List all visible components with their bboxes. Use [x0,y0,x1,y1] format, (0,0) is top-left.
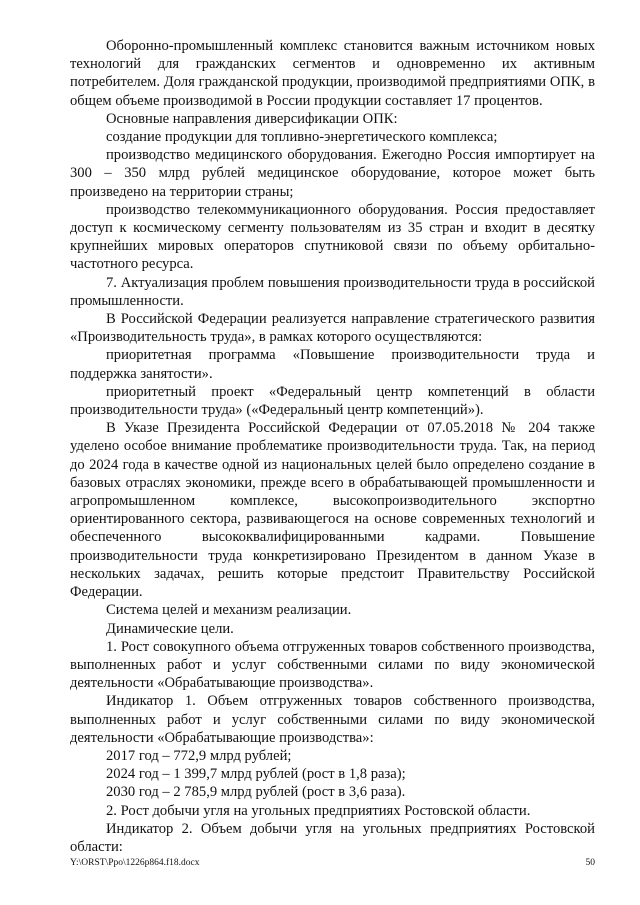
paragraph: приоритетный проект «Федеральный центр компетенций в области производительности труда» («Федеральный центр компетенций»). [70,383,595,419]
page-number: 50 [585,858,595,868]
paragraph: Индикатор 2. Объем добычи угля на угольных предприятиях Ростовской области: [70,820,595,855]
paragraph: Система целей и механизм реализации. [106,602,352,619]
paragraph: производство телекоммуникационного оборудования. Россия предоставляет доступ к космическому сегменту пользователям из 35 стран и входит в десятку крупнейших мировых операторов спутниковой связи по объему орбитально-частотного ресурса. [70,201,595,273]
paragraph: 7. Актуализация проблем повышения производительности труда в российской промышленности. [70,274,595,309]
page-footer [70,858,595,868]
paragraph: В Российской Федерации реализуется направление стратегического развития «Производительность труда», в рамках которого осуществляются: [70,311,595,346]
paragraph: Оборонно-промышленный комплекс становится важным источником новых технологий для гражданских сегментов и одновременно их активным потребителем. Доля гражданской продукции, производимой предприятиями ОПК, в общем объеме производимой в России продукции составляет 17 процентов. [70,38,595,109]
document-body [70,37,595,856]
paragraph: Индикатор 1. Объем отгруженных товаров собственного производства, выполненных работ и услуг собственными силами по виду экономической деятельности «Обрабатывающие производства»: [70,693,595,746]
paragraph: Динамические цели. [106,620,234,637]
paragraph: 2. Рост добычи угля на угольных предприятиях Ростовской области. [106,802,531,819]
paragraph: 1. Рост совокупного объема отгруженных товаров собственного производства, выполненных работ и услуг собственными силами по виду экономической деятельности «Обрабатывающие производства». [70,638,595,692]
paragraph: 2017 год – 772,9 млрд рублей; [106,747,292,764]
paragraph: 2024 год – 1 399,7 млрд рублей (рост в 1,8 раза); [106,766,406,783]
paragraph: В Указе Президента Российской Федерации от 07.05.2018 № 204 также уделено особое внимание проблематике производительности труда. Так, на период до 2024 года в качестве одной из национальных целей было определено создание в базовых отраслях экономики, прежде всего в обрабатывающей промышленности и агропромышленном комплексе, высокопроизводительного экспортно ориентированного сектора, развивающегося на основе современных технологий и обеспеченного высококвалифицированными кадрами. Повышение производительности труда конкретизировано Президентом в данном Указе в нескольких задачах, решить которые предстоит Правительству Российской Федерации. [70,420,595,601]
paragraph: производство медицинского оборудования. Ежегодно Россия импортирует на 300 – 350 млрд рублей медицинское оборудование, которое может быть произведено на территории страны; [70,147,595,200]
paragraph: приоритетная программа «Повышение производительности труда и поддержка занятости». [70,347,595,382]
paragraph: создание продукции для топливно-энергетического комплекса; [106,129,498,146]
file-path: Y:\ORST\Ppo\1226p864.f18.docx [70,858,200,868]
paragraph: 2030 год – 2 785,9 млрд рублей (рост в 3,6 раза). [106,784,406,801]
paragraph: Основные направления диверсификации ОПК: [106,110,398,127]
